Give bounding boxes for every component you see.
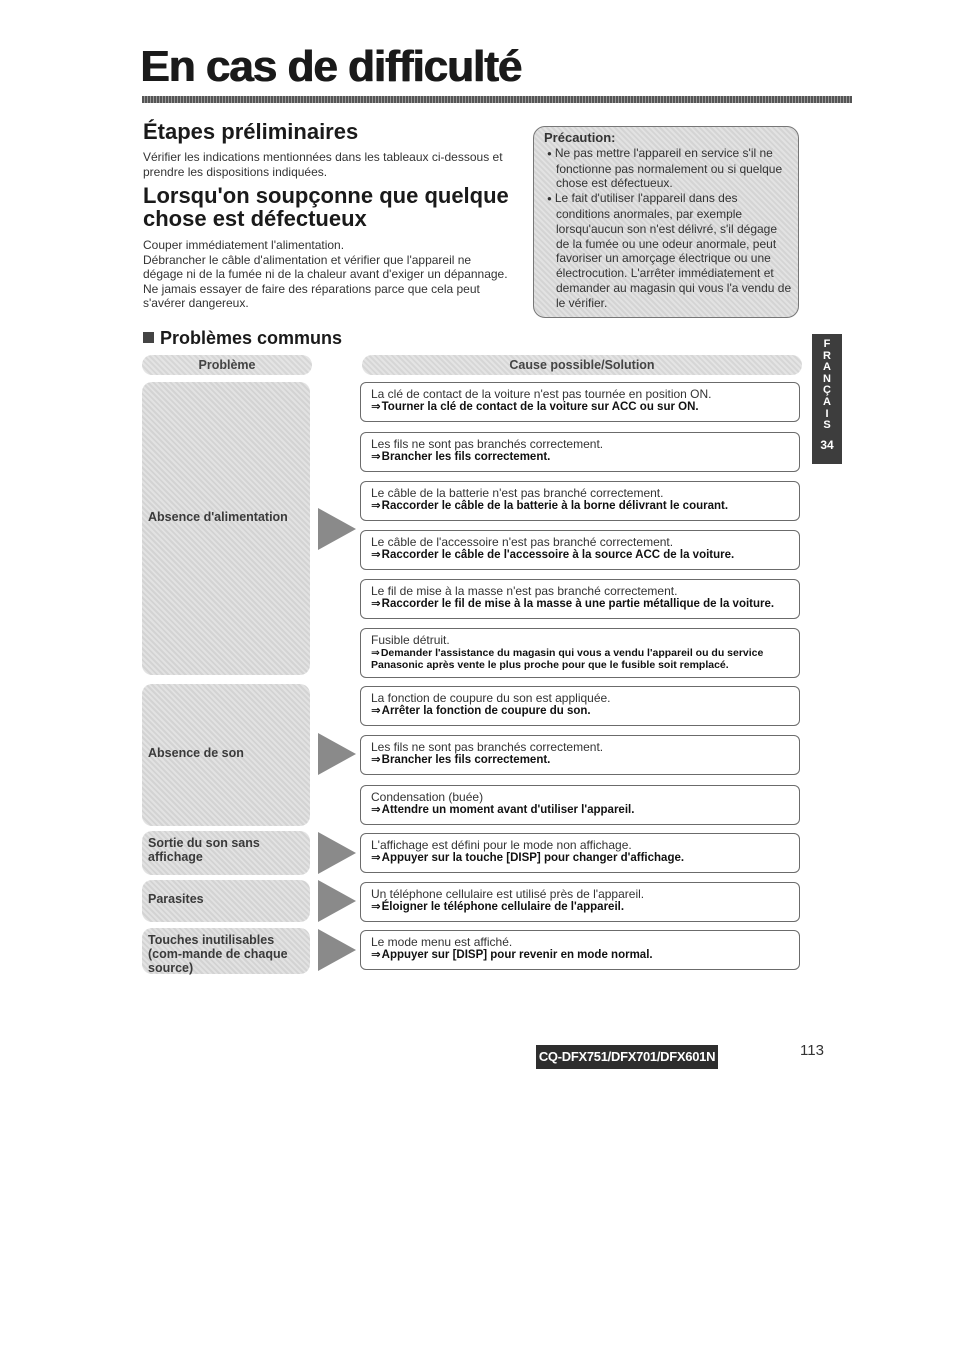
side-tab-letter: N — [823, 372, 831, 385]
column-header-cause: Cause possible/Solution — [362, 355, 802, 375]
solution-text: ⇒ Raccorder le câble de l'accessoire à la source ACC de la voiture. — [371, 549, 791, 562]
cause-box — [360, 530, 800, 570]
cause-text: Condensation (buée) — [371, 790, 484, 804]
defect-text — [143, 238, 513, 311]
preliminary-text: Vérifier les indications mentionnées dans les tableaux ci-dessous et prendre les dispositions indiquées. — [143, 150, 503, 179]
cause-text: Le câble de l'accessoire n'est pas branché correctement. — [371, 535, 674, 549]
cause-text: La fonction de coupure du son est appliquée. — [371, 691, 611, 705]
title-rule — [142, 96, 852, 103]
solution-text: ⇒ Tourner la clé de contact de la voiture sur ACC ou sur ON. — [371, 401, 791, 414]
model-badge: CQ-DFX751/DFX701/DFX601N — [536, 1045, 718, 1069]
problem-group — [142, 928, 310, 974]
cause-box — [360, 686, 800, 726]
cause-box — [360, 579, 800, 619]
problem-label: Sortie du son sans affichage — [148, 836, 260, 864]
solution-text: ⇒ Éloigner le téléphone cellulaire de l'appareil. — [371, 901, 791, 914]
cause-box — [360, 628, 800, 678]
cause-box — [360, 882, 800, 922]
arrow-right-icon — [318, 929, 356, 971]
arrow-right-icon — [318, 880, 356, 922]
solution-text: ⇒ Raccorder le fil de mise à la masse à une partie métallique de la voiture. — [371, 598, 791, 611]
arrow-right-icon — [318, 508, 356, 550]
problem-label: Absence d'alimentation — [148, 510, 288, 524]
cause-text: Un téléphone cellulaire est utilisé près de l'appareil. — [371, 887, 645, 901]
cause-text: Le mode menu est affiché. — [371, 935, 513, 949]
problem-label: Touches inutilisables (com-mande de chaque source) — [148, 933, 288, 975]
cause-box — [360, 382, 800, 422]
precaution-item: ● Le fait d'utiliser l'appareil dans des conditions anormales, par exemple lorsqu'aucun son n'est délivré, s'il dégage de la fumée ou une odeur anormale, peut favoriser un amorçage électrique ou une électrocution. L'arrêter immédiatement et demander au magasin qui vous l'a vendu de le vérifier. — [544, 191, 792, 310]
solution-text: ⇒ Appuyer sur [DISP] pour revenir en mode normal. — [371, 949, 791, 962]
side-tab-letter: Ç — [823, 384, 831, 397]
cause-box — [360, 481, 800, 521]
cause-box — [360, 432, 800, 472]
common-problems-heading — [143, 328, 342, 349]
side-tab-letter: R — [823, 349, 831, 362]
problem-group — [142, 382, 310, 675]
cause-text: La clé de contact de la voiture n'est pas tournée en position ON. — [371, 387, 712, 401]
cause-box — [360, 785, 800, 825]
solution-text: ⇒ Raccorder le câble de la batterie à la borne délivrant le courant. — [371, 500, 791, 513]
side-tab-letter: F — [823, 338, 831, 350]
page-title: En cas de difficulté — [140, 42, 521, 91]
side-tab-letter: A — [823, 395, 831, 408]
language-side-tab — [812, 334, 842, 464]
solution-text: ⇒ Appuyer sur la touche [DISP] pour changer d'affichage. — [371, 852, 791, 865]
precaution-list — [544, 146, 792, 311]
problem-label: Absence de son — [148, 746, 244, 760]
cause-box — [360, 735, 800, 775]
cause-text: L'affichage est défini pour le mode non affichage. — [371, 838, 632, 852]
defect-heading: Lorsqu'on soupçonne que quelque chose est défectueux — [143, 183, 509, 232]
solution-text: ⇒ Attendre un moment avant d'utiliser l'appareil. — [371, 804, 791, 817]
side-tab-letter: I — [825, 407, 829, 420]
problem-group — [142, 831, 310, 875]
square-bullet-icon — [143, 332, 154, 343]
problem-label: Parasites — [148, 892, 204, 906]
side-tab-number: 34 — [820, 437, 834, 452]
cause-text: Fusible détruit. — [371, 633, 450, 647]
cause-text: Les fils ne sont pas branchés correctement. — [371, 740, 604, 754]
arrow-right-icon — [318, 832, 356, 874]
column-header-problem: Problème — [142, 355, 312, 375]
solution-text: ⇒ Brancher les fils correctement. — [371, 754, 791, 767]
cause-text: Les fils ne sont pas branchés correctement. — [371, 437, 604, 451]
arrow-right-icon — [318, 733, 356, 775]
solution-text: ⇒ Brancher les fils correctement. — [371, 451, 791, 464]
precaution-box — [533, 126, 799, 318]
common-problems-heading-text: Problèmes communs — [160, 328, 343, 348]
problem-group — [142, 684, 310, 826]
side-tab-letter: S — [823, 419, 831, 432]
defect-line: Débrancher le câble d'alimentation et vérifier que l'appareil ne dégage ni de la fumée ni de la chaleur avant d'exiger un dépannage. — [143, 252, 508, 281]
cause-box — [360, 930, 800, 970]
defect-line: Couper immédiatement l'alimentation. — [143, 238, 345, 252]
preliminary-heading: Étapes préliminaires — [143, 119, 359, 144]
cause-text: Le fil de mise à la masse n'est pas branché correctement. — [371, 584, 678, 598]
side-tab-letter: A — [823, 361, 831, 374]
solution-text: ⇒ Demander l'assistance du magasin qui vous a vendu l'appareil ou du service Panasonic après vente le plus proche pour que le fusible soit remplacé. — [371, 647, 791, 671]
defect-line: Ne jamais essayer de faire des réparations parce que cela peut s'avérer dangereux. — [143, 281, 480, 310]
cause-text: Le câble de la batterie n'est pas branché correctement. — [371, 486, 664, 500]
cause-box — [360, 833, 800, 873]
solution-text: ⇒ Arrêter la fonction de coupure du son. — [371, 705, 791, 718]
precaution-item: ● Ne pas mettre l'appareil en service s'il ne fonctionne pas normalement ou si quelque chose est défectueux. — [544, 146, 792, 191]
page-number: 113 — [800, 1042, 824, 1059]
problem-group — [142, 880, 310, 922]
precaution-title: Précaution: — [544, 130, 616, 145]
